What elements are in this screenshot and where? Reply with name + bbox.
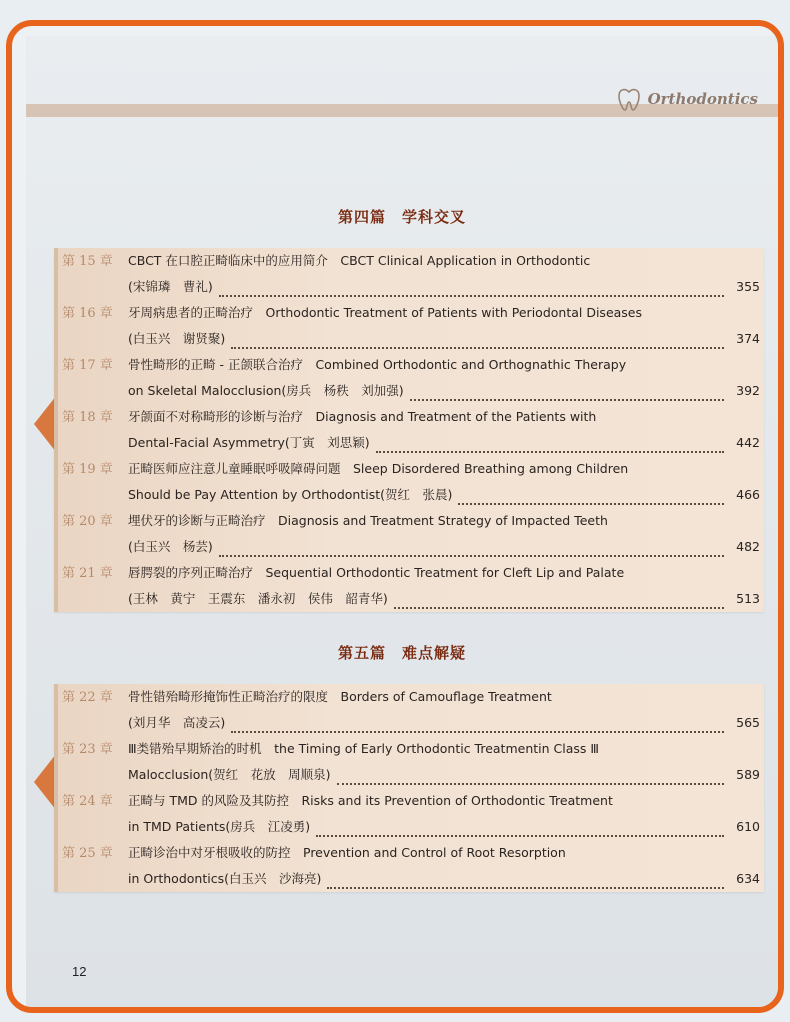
leader-dots: [458, 489, 724, 505]
chapter-number: 第 18 章: [62, 410, 113, 425]
toc-entry: [54, 508, 764, 560]
page-ref: 634: [736, 871, 760, 886]
leader-dots: [231, 333, 724, 349]
toc-entry: [54, 352, 764, 404]
brand-text: Orthodontics: [647, 90, 758, 108]
page-ref: 482: [736, 539, 760, 554]
tooth-icon: [616, 86, 642, 112]
toc-author-line: [62, 866, 764, 892]
toc-title-line: [62, 456, 764, 482]
page-ref: 513: [736, 591, 760, 606]
chapter-title: Ⅲ类错殆早期矫治的时机 the Timing of Early Orthodontic Treatmentin Class Ⅲ: [128, 741, 599, 756]
chapter-authors: Should be Pay Attention by Orthodontist(贺红 张晨): [128, 487, 453, 502]
brand-logo: [616, 82, 758, 116]
page-ref: 589: [736, 767, 760, 782]
book-page: [26, 36, 778, 1007]
chapter-authors: (王林 黄宁 王震东 潘永初 侯伟 韶青华): [128, 591, 388, 606]
chapter-number: 第 21 章: [62, 566, 113, 581]
toc-author-line: [62, 534, 764, 560]
chapter-number: 第 23 章: [62, 742, 113, 757]
toc-entry: [54, 248, 764, 300]
chapter-number: 第 25 章: [62, 846, 113, 861]
toc-list: [54, 684, 764, 892]
chapter-title: 正畸与 TMD 的风险及其防控 Risks and its Prevention of Orthodontic Treatment: [128, 793, 613, 808]
toc-author-line: [62, 430, 764, 456]
toc-author-line: [62, 326, 764, 352]
chapter-authors: (刘月华 高凌云): [128, 715, 226, 730]
section-arrow-4: [34, 396, 56, 452]
chapter-title: 骨性畸形的正畸 - 正颌联合治疗 Combined Orthodontic and Orthognathic Therapy: [128, 357, 627, 372]
chapter-authors: (白玉兴 谢贤聚): [128, 331, 226, 346]
page-ref: 565: [736, 715, 760, 730]
leader-dots: [219, 541, 724, 557]
leader-dots: [376, 437, 724, 453]
leader-dots: [327, 873, 724, 889]
toc-author-line: [62, 482, 764, 508]
chapter-title: 骨性错殆畸形掩饰性正畸治疗的限度 Borders of Camouflage Treatment: [128, 689, 552, 704]
leader-dots: [219, 281, 724, 297]
toc-box-section-5: [54, 684, 764, 892]
toc-title-line: [62, 352, 764, 378]
toc-author-line: [62, 378, 764, 404]
toc-author-line: [62, 710, 764, 736]
leader-dots: [394, 593, 724, 609]
toc-title-line: [62, 840, 764, 866]
chapter-number: 第 15 章: [62, 254, 113, 269]
chapter-title: CBCT 在口腔正畸临床中的应用简介 CBCT Clinical Application in Orthodontic: [128, 253, 591, 268]
toc-author-line: [62, 762, 764, 788]
page-ref: 355: [736, 279, 760, 294]
toc-title-line: [62, 560, 764, 586]
page-frame: [6, 20, 784, 1013]
toc-entry: [54, 684, 764, 736]
toc-author-line: [62, 586, 764, 612]
chapter-number: 第 22 章: [62, 690, 113, 705]
toc-entry: [54, 736, 764, 788]
toc-entry: [54, 560, 764, 612]
chapter-title: 正畸医师应注意儿童睡眠呼吸障碍问题 Sleep Disordered Breathing among Children: [128, 461, 629, 476]
toc-author-line: [62, 814, 764, 840]
chapter-title: 牙颌面不对称畸形的诊断与治疗 Diagnosis and Treatment of the Patients with: [128, 409, 597, 424]
toc-title-line: [62, 788, 764, 814]
toc-title-line: [62, 404, 764, 430]
page-ref: 392: [736, 383, 760, 398]
chapter-authors: (白玉兴 杨芸): [128, 539, 213, 554]
toc-title-line: [62, 508, 764, 534]
section-title-5: 第五篇 难点解疑: [337, 644, 466, 662]
toc-title-line: [62, 248, 764, 274]
chapter-title: 正畸诊治中对牙根吸收的防控 Prevention and Control of Root Resorption: [128, 845, 566, 860]
toc-entry: [54, 840, 764, 892]
chapter-authors: in TMD Patients(房兵 江凌勇): [128, 819, 311, 834]
section-arrow-5: [34, 754, 56, 810]
chapter-number: 第 24 章: [62, 794, 113, 809]
page-ref: 466: [736, 487, 760, 502]
toc-entry: [54, 404, 764, 456]
chapter-authors: (宋锦璘 曹礼): [128, 279, 213, 294]
leader-dots: [316, 821, 724, 837]
toc-entry: [54, 456, 764, 508]
page-ref: 374: [736, 331, 760, 346]
leader-dots: [410, 385, 724, 401]
chapter-authors: on Skeletal Malocclusion(房兵 杨秩 刘加强): [128, 383, 404, 398]
page-ref: 442: [736, 435, 760, 450]
page-number: 12: [72, 964, 87, 979]
toc-entry: [54, 300, 764, 352]
chapter-number: 第 20 章: [62, 514, 113, 529]
chapter-number: 第 17 章: [62, 358, 113, 373]
section-title-4: 第四篇 学科交叉: [337, 208, 466, 226]
toc-author-line: [62, 274, 764, 300]
chapter-authors: in Orthodontics(白玉兴 沙海亮): [128, 871, 322, 886]
chapter-title: 牙周病患者的正畸治疗 Orthodontic Treatment of Patients with Periodontal Diseases: [128, 305, 643, 320]
chapter-number: 第 19 章: [62, 462, 113, 477]
chapter-number: 第 16 章: [62, 306, 113, 321]
toc-title-line: [62, 300, 764, 326]
chapter-title: 唇腭裂的序列正畸治疗 Sequential Orthodontic Treatment for Cleft Lip and Palate: [128, 565, 625, 580]
chapter-authors: Malocclusion(贺红 花放 周顺泉): [128, 767, 331, 782]
chapter-title: 埋伏牙的诊断与正畸治疗 Diagnosis and Treatment Strategy of Impacted Teeth: [128, 513, 608, 528]
chapter-authors: Dental-Facial Asymmetry(丁寅 刘思颖): [128, 435, 370, 450]
toc-title-line: [62, 684, 764, 710]
toc-list: [54, 248, 764, 612]
leader-dots: [337, 769, 724, 785]
toc-box-section-4: [54, 248, 764, 612]
leader-dots: [231, 717, 724, 733]
toc-title-line: [62, 736, 764, 762]
page-ref: 610: [736, 819, 760, 834]
toc-entry: [54, 788, 764, 840]
